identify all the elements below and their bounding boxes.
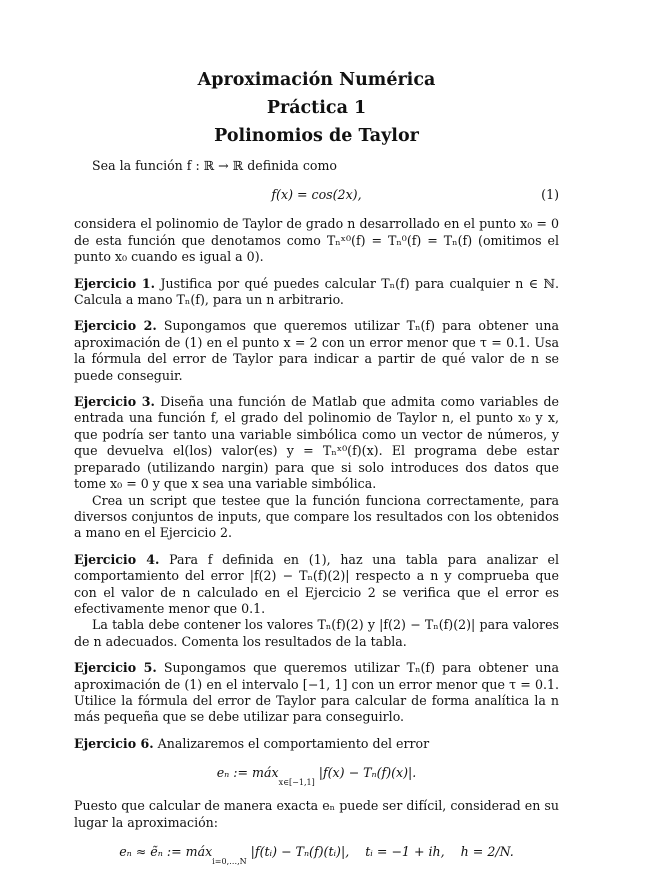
equation-1-body: f(x) = cos(2x), <box>271 187 362 203</box>
exercise-4 <box>74 552 559 618</box>
exercise-4-text: Para f definida en (1), haz una tabla para analizar el comportamiento del error |f(2) − Tₙ(f)(2)| respecto a n y comprueba que con el valor de n calculado en el Ejercicio 2 se verifica que el error es efectivamente menor que 0.1. <box>74 551 559 616</box>
document-content <box>74 66 559 877</box>
exercise-4-paragraph-2: La tabla debe contener los valores Tₙ(f)(2) y |f(2) − Tₙ(f)(2)| para valores de n adecuados. Comenta los resultados de la tabla. <box>74 617 559 649</box>
intro-paragraph-1: Sea la función f : ℝ → ℝ definida como <box>92 158 337 173</box>
error-formula-sub: x∈[−1,1] <box>278 778 315 788</box>
error-formula-rhs: |f(x) − Tₙ(f)(x)|. <box>318 765 417 781</box>
equation-1 <box>74 184 559 206</box>
approx-formula-lhs: eₙ ≈ ẽₙ := máx <box>119 844 213 859</box>
exercise-1 <box>74 276 559 309</box>
approx-error-formula <box>74 841 559 867</box>
error-formula <box>74 762 559 788</box>
exercise-2-label: Ejercicio 2. <box>74 318 157 334</box>
exercise-5 <box>74 660 559 726</box>
exercise-3-label: Ejercicio 3. <box>74 394 155 410</box>
exercise-3-text: Diseña una función de Matlab que admita como variables de entrada una función f, el grado del polinomio de Taylor n, el punto x₀ y x, que podría ser tanto una variable simbólica como un vector de números, y que devuelva el(los) valor(es) y = Tₙˣ⁰(f)(x). El programa debe estar preparado (utilizando nargin) para que si solo introduces dos datos que tome x₀ = 0 y que x sea una variable simbólica. <box>74 394 559 492</box>
exercise-1-text: Justifica por qué puedes calcular Tₙ(f) para cualquier n ∈ ℕ. Calcula a mano Tₙ(f), para un n arbitrario. <box>74 275 559 308</box>
exercise-4-label: Ejercicio 4. <box>74 551 160 567</box>
exercise-1-label: Ejercicio 1. <box>74 275 156 291</box>
title-line-2: Práctica 1 <box>266 98 367 118</box>
exercise-3 <box>74 394 559 492</box>
intro-paragraph-2: considera el polinomio de Taylor de grado n desarrollado en el punto x₀ = 0 de esta función que denotamos como Tₙˣ⁰(f) = Tₙ⁰(f) = Tₙ(f) (omitimos el punto x₀ cuando es igual a 0). <box>74 216 559 265</box>
exercise-6-paragraph-2: Puesto que calcular de manera exacta eₙ puede ser difícil, considerad en su lugar la aproximación: <box>74 798 559 830</box>
approx-formula-sub: i=0,…,N <box>212 857 247 866</box>
error-formula-lhs: eₙ := máx <box>216 765 279 781</box>
title-line-3: Polinomios de Taylor <box>214 126 419 146</box>
exercise-6-label: Ejercicio 6. <box>74 735 154 751</box>
approx-formula-rhs: |f(tᵢ) − Tₙ(f)(tᵢ)|, tᵢ = −1 + ih, h = 2/N. <box>250 844 514 859</box>
exercise-5-text: Supongamos que queremos utilizar Tₙ(f) para obtener una aproximación de (1) en el intervalo [−1, 1] con un error menor que τ = 0.1. Utilice la fórmula del error de Taylor para calcular de forma analítica la n más pequeña que se debe utilizar para conseguirlo. <box>74 660 559 725</box>
exercise-6-text: Analizaremos el comportamiento del error <box>157 735 430 751</box>
exercise-6 <box>74 736 559 752</box>
exercise-3-paragraph-2: Crea un script que testee que la función funciona correctamente, para diversos conjuntos de inputs, que compare los resultados con los obtenidos a mano en el Ejercicio 2. <box>74 492 559 541</box>
exercise-2 <box>74 318 559 384</box>
equation-1-number: (1) <box>541 187 559 203</box>
title-line-1: Aproximación Numérica <box>197 70 436 90</box>
exercise-2-text: Supongamos que queremos utilizar Tₙ(f) para obtener una aproximación de (1) en el punto x = 2 con un error menor que τ = 0.1. Usa la fórmula del error de Taylor para indicar a partir de qué valor de n se puede conseguir. <box>74 318 559 383</box>
exercise-5-label: Ejercicio 5. <box>74 660 157 676</box>
